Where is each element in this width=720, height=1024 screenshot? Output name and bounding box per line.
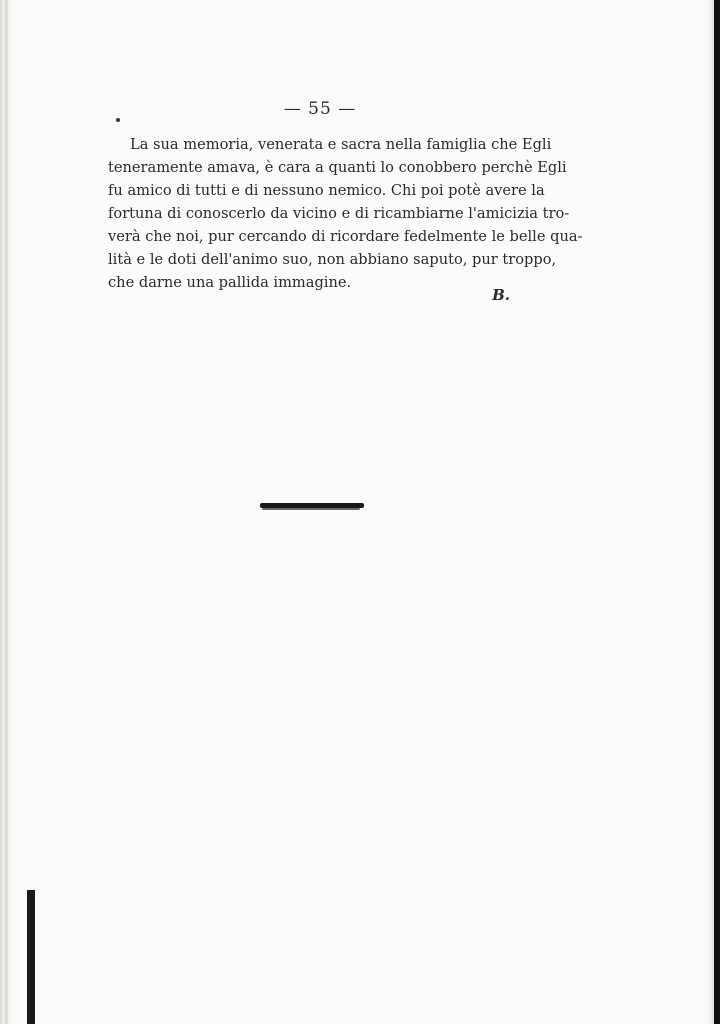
author-signature: B.: [492, 286, 510, 304]
paragraph-line: verà che noi, pur cercando di ricordare fedelmente le belle qua-: [108, 228, 583, 245]
ink-speck: [116, 118, 120, 122]
body-paragraph: [108, 133, 583, 294]
paragraph-line: che darne una pallida immagine.: [108, 274, 352, 291]
paragraph-line: La sua memoria, venerata e sacra nella famiglia che Egli: [130, 136, 552, 153]
paragraph-line: fu amico di tutti e di nessuno nemico. Chi poi potè avere la: [108, 182, 545, 199]
paragraph-line: teneramente amava, è cara a quanti lo conobbero perchè Egli: [108, 159, 567, 176]
paragraph-line: lità e le doti dell'animo suo, non abbiano saputo, pur troppo,: [108, 251, 557, 268]
paragraph-line: fortuna di conoscerlo da vicino e di ricambiarne l'amicizia tro-: [108, 205, 570, 222]
right-edge-dark-bar: [714, 0, 720, 1024]
left-edge-dark-mark: [27, 890, 35, 1024]
closing-rule-shadow: [262, 508, 360, 510]
page-number: — 55 —: [283, 99, 357, 119]
left-binding-edge: [0, 0, 14, 1024]
